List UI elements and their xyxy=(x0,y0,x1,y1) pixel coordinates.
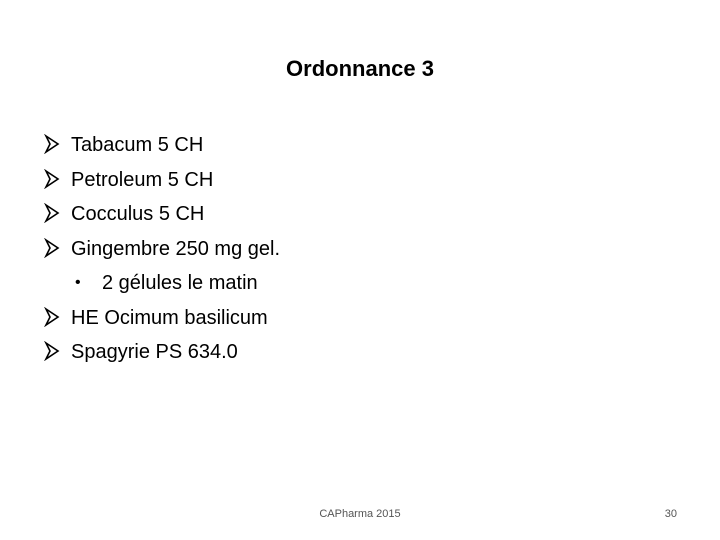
page-number: 30 xyxy=(664,508,677,520)
arrow-bullet-icon xyxy=(44,203,60,223)
arrow-bullet-icon xyxy=(44,134,60,154)
list-item-text: HE Ocimum basilicum xyxy=(71,306,268,329)
list-item-text: Petroleum 5 CH xyxy=(71,168,214,191)
slide-title: Ordonnance 3 xyxy=(286,56,434,81)
list-item-text: Tabacum 5 CH xyxy=(71,134,204,156)
sub-list-item-text: 2 gélules le matin xyxy=(102,272,258,294)
arrow-bullet-icon xyxy=(44,341,60,361)
sub-bullet: • xyxy=(75,274,81,291)
list-item-text: Gingembre 250 mg gel. xyxy=(71,237,281,260)
list-item-text: Cocculus 5 CH xyxy=(71,203,205,225)
list-item-text: Spagyrie PS 634.0 xyxy=(71,341,238,363)
footer-text: CAPharma 2015 xyxy=(319,508,401,520)
arrow-bullet-icon xyxy=(44,169,60,189)
arrow-bullet-icon xyxy=(44,307,60,327)
arrow-bullet-icon xyxy=(44,238,60,258)
